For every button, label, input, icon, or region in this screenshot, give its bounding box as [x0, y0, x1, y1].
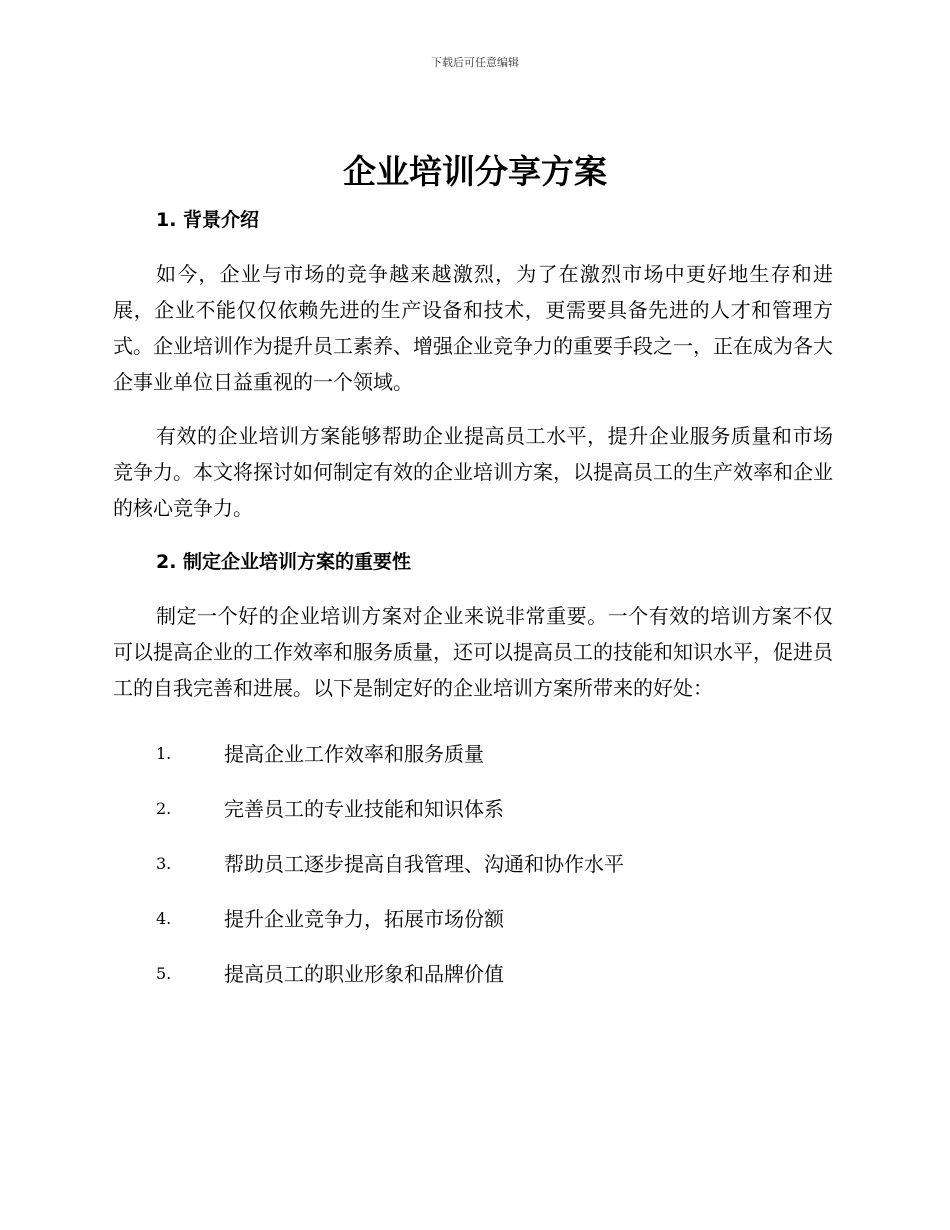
list-item-number: 5.	[156, 963, 172, 983]
paragraph: 制定一个好的企业培训方案对企业来说非常重要。一个有效的培训方案不仅可以提高企业的工作效率和服务质量，还可以提高员工的技能和知识水平，促进员工的自我完善和进展。以下是制定好的企业培训方案所带来的好处：	[113, 604, 833, 700]
list-item	[113, 726, 833, 781]
list-item	[113, 946, 833, 1001]
paragraph: 有效的企业培训方案能够帮助企业提高员工水平，提升企业服务质量和市场竞争力。本文将探讨如何制定有效的企业培训方案，以提高员工的生产效率和企业的核心竞争力。	[113, 424, 833, 520]
list-item	[113, 836, 833, 891]
list-item-number: 3.	[156, 853, 172, 873]
list-item-text: 帮助员工逐步提高自我管理、沟通和协作水平	[224, 851, 624, 876]
benefits-list	[113, 726, 833, 1001]
document-body	[113, 202, 833, 1001]
list-item	[113, 781, 833, 836]
list-item-number: 4.	[156, 908, 172, 928]
document-title: 企业培训分享方案	[343, 152, 607, 191]
paragraph: 如今，企业与市场的竞争越来越激烈，为了在激烈市场中更好地生存和进展，企业不能仅仅依赖先进的生产设备和技术，更需要具备先进的人才和管理方式。企业培训作为提升员工素养、增强企业竞争力的重要手段之一，正在成为各大企事业单位日益重视的一个领域。	[113, 262, 833, 394]
section-heading-background: 1. 背景介绍	[156, 209, 260, 231]
list-item-number: 1.	[156, 743, 172, 763]
list-item-text: 提高企业工作效率和服务质量	[224, 741, 484, 766]
list-item	[113, 891, 833, 946]
list-item-number: 2.	[156, 798, 172, 818]
list-item-text: 提高员工的职业形象和品牌价值	[224, 961, 504, 986]
list-item-text: 完善员工的专业技能和知识体系	[224, 796, 504, 821]
header-note: 下载后可任意编辑	[431, 56, 519, 69]
list-item-text: 提升企业竞争力，拓展市场份额	[224, 906, 504, 931]
section-heading-importance: 2. 制定企业培训方案的重要性	[156, 551, 412, 573]
